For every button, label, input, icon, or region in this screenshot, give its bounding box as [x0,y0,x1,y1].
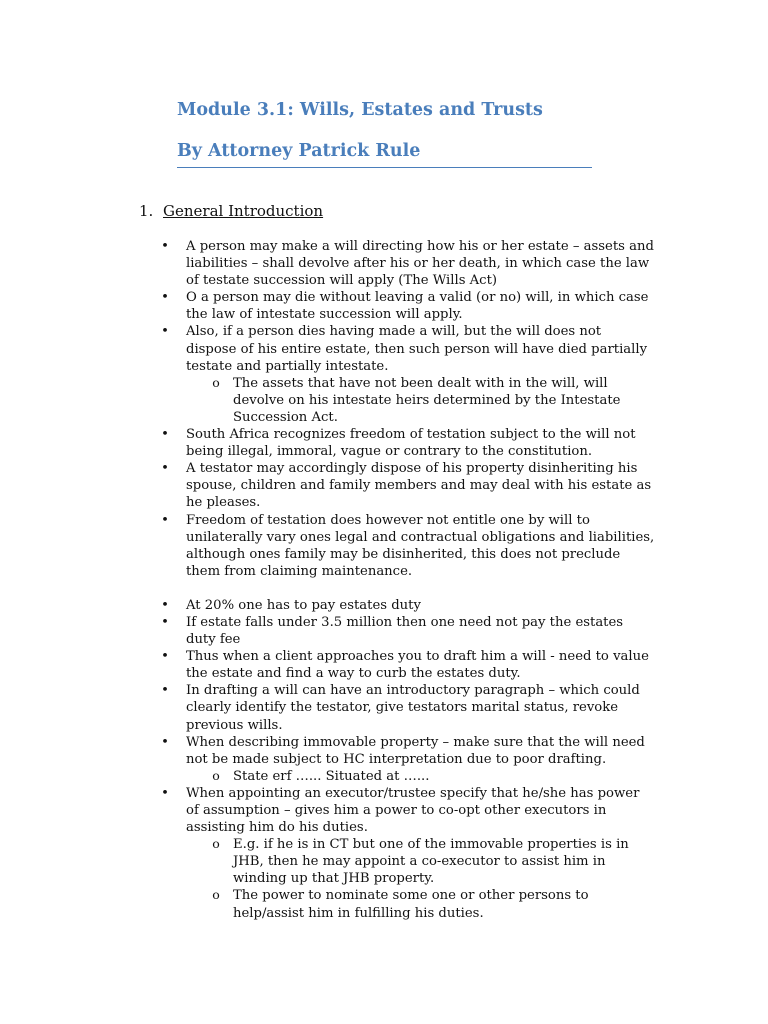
bullet-icon: • [161,614,169,630]
list-item-text: In drafting a will can have an introductory paragraph – which could clearly identify the testator, give testators marital status, revoke previous wills. [186,683,640,733]
document-author: By Attorney Patrick Rule [177,141,421,161]
list-item [160,512,655,580]
bullet-icon: • [161,683,169,699]
list-item [160,323,655,374]
list-item [160,614,655,648]
list-item-text: If estate falls under 3.5 million then one need not pay the estates duty fee [186,614,624,648]
list-item-text: At 20% one has to pay estates duty [186,597,421,613]
bullet-icon: • [161,427,169,443]
list-item [160,682,655,733]
list-item [160,426,655,460]
section-title: General Introduction [163,202,324,220]
list-item-text: When describing immovable property – make sure that the will need not be made subject to HC interpretation due to poor drafting. [186,734,645,767]
list-item-text: O a person may die without leaving a valid (or no) will, in which case the law of intestate succession will apply. [186,290,649,323]
bullet-icon: • [161,785,169,801]
bullet-icon: • [161,290,169,306]
bullet-icon: • [161,734,169,750]
list-item-text: Freedom of testation does however not entitle one by will to unilaterally vary ones legal and contractual obligations and liabilities, although ones family may be disinherited, this does not preclude them from claiming maintenance. [186,512,655,579]
sub-bullet-icon: o [212,887,220,903]
bullet-icon: • [161,239,169,254]
list-item [160,597,655,614]
list-item-text: A testator may accordingly dispose of his property disinheriting his spouse, children and family members and may deal with his estate as he pleases. [186,461,652,511]
paragraph-gap [160,580,655,597]
list-item-text: When appointing an executor/trustee specify that he/she has power of assumption – gives him a power to co-opt other executors in assisting him do his duties. [186,785,640,836]
sub-bullet-icon: o [212,836,220,852]
bullet-icon: • [161,649,169,665]
list-item [160,238,655,289]
document-title: Module 3.1: Wills, Estates and Trusts [177,100,543,120]
list-item-text: Thus when a client approaches you to draft him a will - need to value the estate and find a way to curb the estates duty. [186,649,649,682]
sub-list-item [160,836,655,887]
section-heading [139,202,323,220]
bullet-icon: • [161,512,169,528]
list-item-text: South Africa recognizes freedom of testation subject to the will not being illegal, immoral, vague or contrary to the constitution. [186,427,636,460]
list-item-text: State erf …... Situated at …... [233,768,430,784]
bullet-icon: • [161,597,169,613]
bullet-icon: • [161,324,169,340]
list-item-text: A person may make a will directing how his or her estate – assets and liabilities – shall devolve after his or her death, in which case the law of testate succession will apply (The Wills Act) [186,239,654,289]
list-item [160,289,655,323]
list-item-text: The power to nominate some one or other persons to help/assist him in fulfilling his duties. [233,888,589,921]
list-item [160,734,655,768]
sub-bullet-icon: o [212,767,220,783]
bullet-icon: • [161,461,169,477]
list-item-text: The assets that have not been dealt with in the will, will devolve on his intestate heirs determined by the Intestate Succession Act. [233,375,621,425]
bullet-list [160,238,655,922]
sub-list-item [160,375,655,426]
list-item-text: Also, if a person dies having made a will, but the will does not dispose of his entire estate, then such person will have died partially testate and partially intestate. [186,324,648,374]
section-number: 1. [139,202,154,220]
sub-list-item [160,887,655,921]
title-underline [177,167,592,168]
list-item-text: E.g. if he is in CT but one of the immovable properties is in JHB, then he may appoint a co-executor to assist him in winding up that JHB property. [233,837,629,887]
sub-bullet-icon: o [212,374,220,390]
list-item [160,648,655,682]
list-item [160,460,655,511]
sub-list-item [160,768,655,785]
list-item [160,785,655,836]
